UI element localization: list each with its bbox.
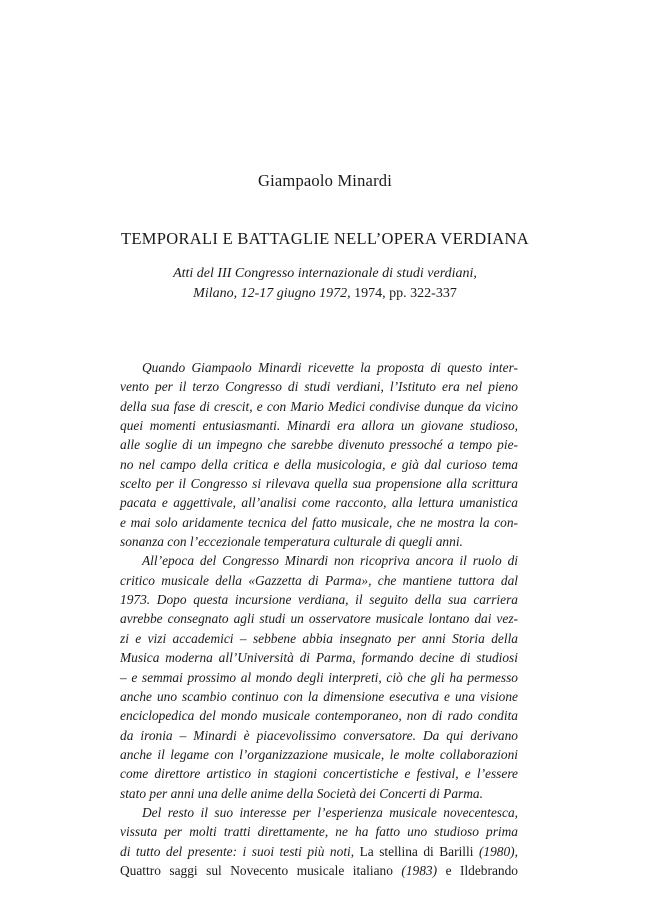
text-line: 1973. Dopo questa incursione verdiana, il seguito della sua carriera bbox=[120, 592, 518, 608]
paragraph-1 bbox=[120, 358, 518, 551]
text-line: no nel campo della critica e della musicologia, e già dal curioso tema bbox=[120, 456, 518, 472]
text-line: – e semmai prossimo al mondo degli interpreti, ciò che gli ha permesso bbox=[120, 669, 518, 685]
text-line: anche uno scambio continuo con la dimensione esecutiva e una visione bbox=[120, 688, 518, 704]
chapter-title: TEMPORALI E BATTAGLIE NELL’OPERA VERDIANA bbox=[121, 229, 529, 248]
body-text bbox=[120, 358, 518, 880]
author-name: Giampaolo Minardi bbox=[258, 171, 392, 190]
text-segment: (1983) bbox=[401, 862, 438, 878]
text-segment: (1980), bbox=[478, 843, 518, 859]
text-line: anche il legame con l’organizzazione musicale, le molte collaborazioni bbox=[120, 746, 518, 762]
text-line: zi e vizi accademici – sebbene abbia insegnato per anni Storia della bbox=[120, 630, 518, 646]
text-line: pacata e aggettivale, all’analisi come racconto, alla lettura umanistica bbox=[120, 495, 518, 511]
text-line: stato per anni una delle anime della Società dei Concerti di Parma. bbox=[120, 785, 483, 801]
text-line: Musica moderna all’Università di Parma, formando decine di studiosi bbox=[120, 650, 518, 666]
text-line: Quando Giampaolo Minardi ricevette la proposta di questo inter- bbox=[142, 360, 518, 375]
text-segment: di tutto del presente: i suoi testi più noti, bbox=[120, 843, 355, 859]
text-line: e mai solo aridamente tecnica del fatto musicale, che ne mostra la con- bbox=[120, 514, 518, 530]
source-line-2: Milano, 12-17 giugno 1972, 1974, pp. 322-337 bbox=[193, 286, 457, 301]
book-title-segment: e Ildebrando bbox=[437, 862, 518, 878]
text-line: enciclopedica del mondo musicale contemporaneo, non di rado condita bbox=[120, 708, 518, 724]
book-title-segment: La stellina di Barilli bbox=[354, 843, 479, 859]
text-line: vissuta per molti tratti direttamente, ne ha fatto uno studioso prima bbox=[120, 824, 518, 840]
text-line: avrebbe consegnato agli studi un osservatore musicale lontano dai vez- bbox=[120, 611, 518, 627]
text-line: come direttore artistico in stagioni concertistiche e festival, e l’essere bbox=[120, 766, 518, 782]
text-line: sonanza con l’eccezionale temperatura culturale di quegli anni. bbox=[120, 534, 463, 550]
text-line: critico musicale della «Gazzetta di Parma», che mantiene tuttora dal bbox=[120, 572, 518, 588]
paragraph-3 bbox=[120, 803, 518, 880]
text-line: alle soglie di un impegno che sarebbe divenuto pressoché a tempo pie- bbox=[120, 437, 518, 453]
text-line: scelto per il Congresso si rilevava quella sua propensione alla scrittura bbox=[120, 476, 518, 492]
text-line: Del resto il suo interesse per l’esperienza musicale novecentesca, bbox=[142, 804, 518, 820]
source-line-1: Atti del III Congresso internazionale di studi verdiani, bbox=[173, 266, 477, 281]
source-citation bbox=[0, 264, 650, 304]
text-line bbox=[120, 842, 518, 861]
book-title-segment: Quattro saggi sul Novecento musicale italiano bbox=[120, 862, 402, 878]
text-line: della sua fase di crescit, e con Mario Medici condivise dunque da vicino bbox=[120, 398, 518, 414]
text-line: All’epoca del Congresso Minardi non ricopriva ancora il ruolo di bbox=[142, 553, 518, 569]
text-line: quei momenti entusiasmanti. Minardi era allora un giovane studioso, bbox=[120, 418, 518, 434]
text-line bbox=[120, 861, 518, 880]
paragraph-2 bbox=[120, 551, 518, 802]
text-line: vento per il terzo Congresso di studi verdiani, l’Istituto era nel pieno bbox=[120, 379, 518, 395]
text-line: da ironia – Minardi è piacevolissimo conversatore. Da qui derivano bbox=[120, 727, 518, 743]
